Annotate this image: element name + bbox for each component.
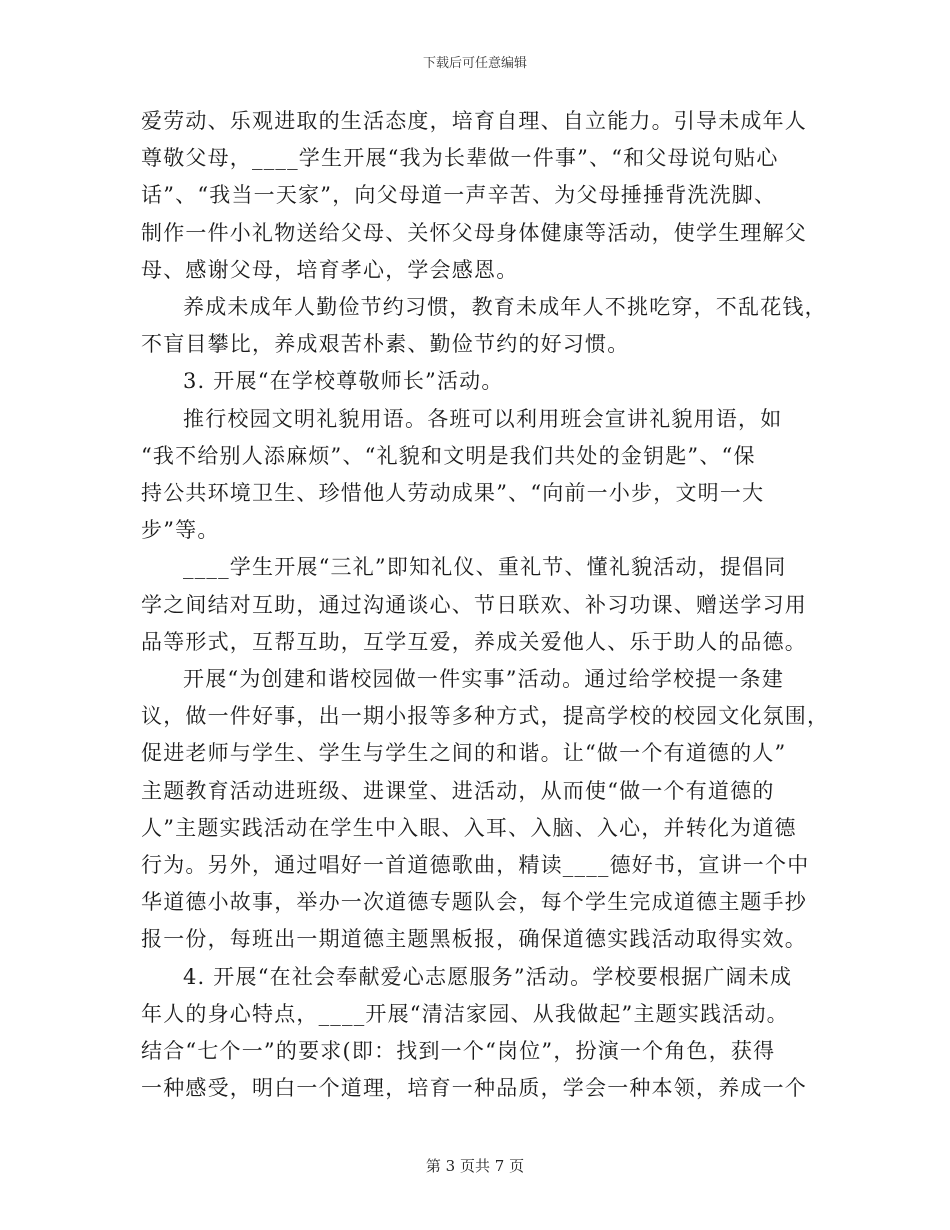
text-line: 爱劳动、乐观进取的生活态度，培育自理、自立能力。引导未成年人 <box>141 109 807 133</box>
section-heading-3 <box>141 363 821 400</box>
text-line: 报一份，每班出一期道德主题黑板报，确保道德实践活动取得实效。 <box>141 927 807 952</box>
paragraph-3 <box>141 401 821 550</box>
document-body <box>141 103 830 1107</box>
text-line: 促进老师与学生、学生与学生之间的和谐。让“做一个有道德的人” <box>141 741 787 766</box>
text-line: 尊敬父母，____学生开展“我为长辈做一件事”、“和父母说句贴心 <box>141 146 779 171</box>
text-line: ____学生开展“三礼”即知礼仪、重礼节、懂礼貌活动，提倡同 <box>183 555 787 580</box>
page-footer: 第 3 页共 7 页 <box>425 1157 525 1175</box>
text-line: 年人的身心特点，____开展“清洁家园、从我做起”主题实践活动。 <box>141 1001 789 1026</box>
text-line: 主题教育活动进班级、进课堂、进活动，从而使“做一个有道德的 <box>141 778 775 803</box>
text-line: “我不给别人添麻烦”、“礼貌和文明是我们共处的金钥匙”、“保 <box>141 443 756 468</box>
page-header: 下载后可任意编辑 <box>422 56 527 71</box>
text-line: 学之间结对互助，通过沟通谈心、节日联欢、补习功课、赠送学习用 <box>141 592 807 617</box>
text-line: 步”等。 <box>141 518 220 543</box>
paragraph-5 <box>141 661 830 959</box>
paragraph-1 <box>141 103 821 289</box>
text-line: 4. 开展“在社会奉献爱心志愿服务”活动。学校要根据广阔未成 <box>183 964 793 989</box>
text-line: 话”、“我当一天家”，向父母道一声辛苦、为父母捶捶背洗洗脚、 <box>141 183 777 208</box>
text-line: 推行校园文明礼貌用语。各班可以利用班会宣讲礼貌用语，如 <box>183 406 783 431</box>
paragraph-4 <box>141 549 821 661</box>
text-line: 华道德小故事，举办一次道德专题队会，每个学生完成道德主题手抄 <box>141 890 807 915</box>
text-line: 持公共环境卫生、珍惜他人劳动成果”、“向前一小步，文明一大 <box>141 481 765 506</box>
text-line: 不盲目攀比，养成艰苦朴素、勤俭节约的好习惯。 <box>141 332 630 357</box>
text-line: 母、感谢父母，培育孝心，学会感恩。 <box>141 257 519 282</box>
text-line: 开展“为创建和谐校园做一件实事”活动。通过给学校提一条建 <box>183 667 785 692</box>
text-line: 制作一件小礼物送给父母、关怀父母身体健康等活动，使学生理解父 <box>141 220 807 245</box>
text-line: 结合“七个一”的要求(即：找到一个“岗位”，扮演一个角色，获得 <box>141 1039 776 1064</box>
text-line: 行为。另外，通过唱好一首道德歌曲，精读____德好书，宣讲一个中 <box>141 853 810 878</box>
text-line: 3. 开展“在学校尊敬师长”活动。 <box>183 369 504 394</box>
text-line: 养成未成年人勤俭节约习惯，教育未成年人不挑吃穿，不乱花钱， <box>183 295 827 320</box>
paragraph-2 <box>141 289 827 363</box>
section-heading-4 <box>141 959 821 1108</box>
text-line: 一种感受，明白一个道理，培育一种品质，学会一种本领，养成一个 <box>141 1076 807 1101</box>
text-line: 品等形式，互帮互助，互学互爱，养成关爱他人、乐于助人的品德。 <box>141 629 807 654</box>
text-line: 人”主题实践活动在学生中入眼、入耳、入脑、入心，并转化为道德 <box>141 815 797 840</box>
text-line: 议，做一件好事，出一期小报等多种方式，提高学校的校园文化氛围， <box>141 704 830 729</box>
